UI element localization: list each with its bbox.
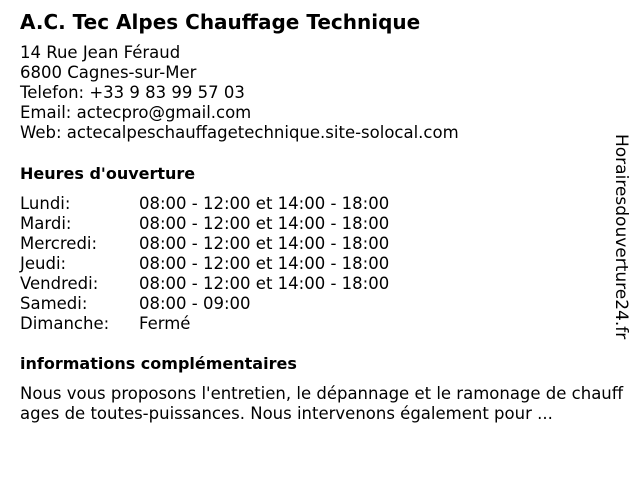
day-label: Dimanche: [20, 314, 110, 333]
day-hours: 08:00 - 12:00 et 14:00 - 18:00 [139, 274, 390, 293]
day-hours: Fermé [139, 314, 191, 333]
phone-line: Telefon: +33 9 83 99 57 03 [20, 83, 245, 102]
contact-block [20, 43, 459, 143]
business-name: A.C. Tec Alpes Chauffage Technique [20, 10, 421, 34]
email-line: Email: actecpro@gmail.com [20, 103, 252, 122]
site-watermark: Horairesdouverture24.fr [611, 134, 631, 340]
day-hours: 08:00 - 12:00 et 14:00 - 18:00 [139, 254, 390, 273]
info-description: Nous vous proposons l'entretien, le dépannage et le ramonage de chauffages de toutes-puissances. Nous intervenons également pour ... [20, 384, 624, 423]
hours-row-saturday [20, 294, 389, 314]
day-label: Samedi: [20, 294, 88, 313]
hours-row-monday [20, 194, 389, 214]
hours-title: Heures d'ouverture [20, 164, 196, 183]
day-label: Lundi: [20, 194, 71, 213]
day-label: Vendredi: [20, 274, 99, 293]
day-hours: 08:00 - 12:00 et 14:00 - 18:00 [139, 194, 390, 213]
day-label: Mercredi: [20, 234, 98, 253]
day-hours: 08:00 - 12:00 et 14:00 - 18:00 [139, 234, 390, 253]
hours-row-sunday [20, 314, 389, 334]
address-street: 14 Rue Jean Féraud [20, 43, 181, 62]
day-hours: 08:00 - 09:00 [139, 294, 251, 313]
web-line: Web: actecalpeschauffagetechnique.site-solocal.com [20, 123, 459, 142]
hours-row-friday [20, 274, 389, 294]
day-label: Jeudi: [20, 254, 67, 273]
info-title: informations complémentaires [20, 354, 297, 373]
day-label: Mardi: [20, 214, 72, 233]
hours-row-wednesday [20, 234, 389, 254]
hours-row-tuesday [20, 214, 389, 234]
hours-row-thursday [20, 254, 389, 274]
hours-table [20, 194, 389, 334]
day-hours: 08:00 - 12:00 et 14:00 - 18:00 [139, 214, 390, 233]
address-city: 6800 Cagnes-sur-Mer [20, 63, 197, 82]
